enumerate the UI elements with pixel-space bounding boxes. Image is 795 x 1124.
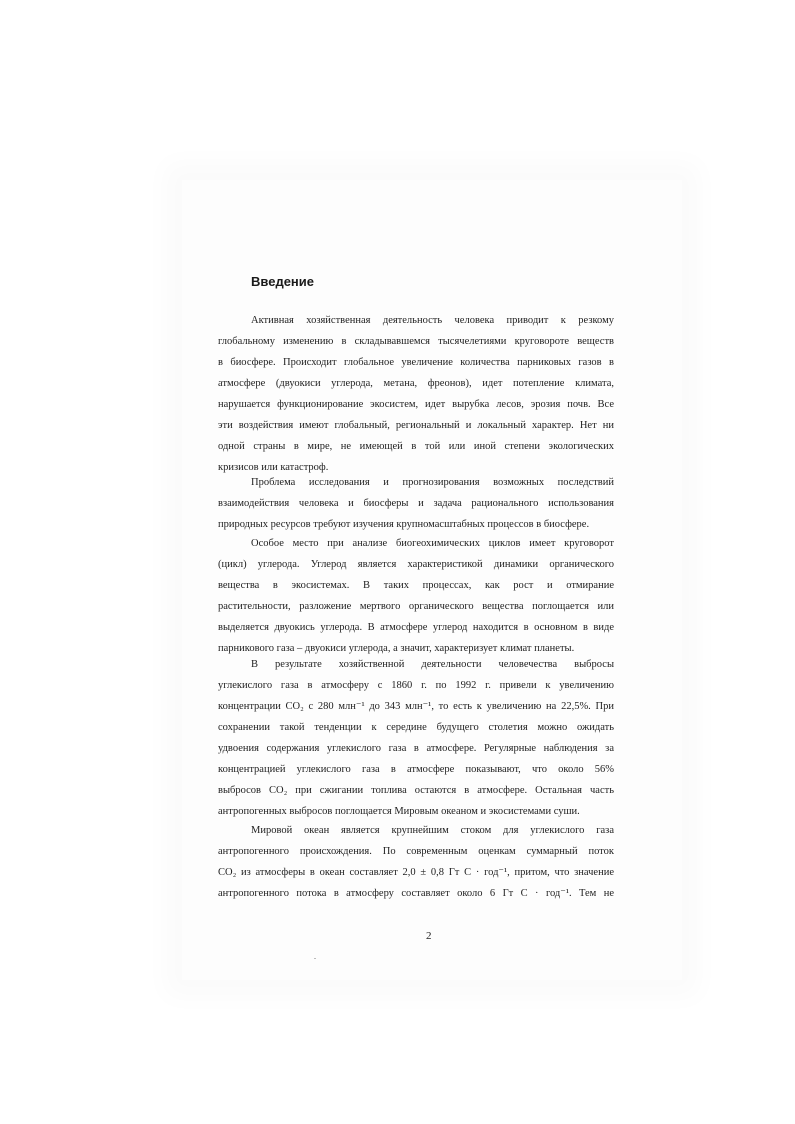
text-line: выбросов CO₂ при сжигании топлива остаются в атмосфере. Остальная часть [218, 785, 614, 796]
text-line: в биосфере. Происходит глобальное увеличение количества парниковых газов в [218, 357, 614, 368]
text-line: антропогенного происхождения. По современным оценкам суммарный поток [218, 846, 614, 857]
paragraph-4 [218, 654, 614, 822]
text-line: эти воздействия имеют глобальный, региональный и локальный характер. Нет ни [218, 420, 614, 431]
text-line: Проблема исследования и прогнозирования возможных последствий [251, 477, 614, 488]
text-line: CO₂ из атмосферы в океан составляет 2,0 ± 0,8 Гт C · год⁻¹, притом, что значение [218, 867, 614, 878]
text-line: Активная хозяйственная деятельность человека приводит к резкому [251, 315, 614, 326]
scan-speck [314, 958, 316, 959]
text-line: удвоения содержания углекислого газа в атмосфере. Регулярные наблюдения за [218, 743, 614, 754]
text-line: природных ресурсов требуют изучения крупномасштабных процессов в биосфере. [218, 519, 590, 530]
text-line: глобальному изменению в складывавшемся тысячелетиями круговороте веществ [218, 336, 614, 347]
text-line: углекислого газа в атмосферу с 1860 г. по 1992 г. привели к увеличению [218, 680, 614, 691]
page-number: 2 [426, 930, 432, 942]
section-heading: Введение [251, 274, 314, 289]
text-line: нарушается функционирование экосистем, идет вырубка лесов, эрозия почв. Все [218, 399, 614, 410]
paragraph-3 [218, 533, 614, 659]
text-line: Особое место при анализе биогеохимических циклов имеет круговорот [251, 538, 614, 549]
text-line: выделяется двуокись углерода. В атмосфере углерод находится в основном в виде [218, 622, 614, 633]
text-line: вещества в экосистемах. В таких процессах, как рост и отмирание [218, 580, 614, 591]
text-line: (цикл) углерода. Углерод является характеристикой динамики органического [218, 559, 614, 570]
text-line: концентрации CO₂ с 280 млн⁻¹ до 343 млн⁻¹, то есть к увеличению на 22,5%. При [218, 701, 614, 712]
paragraph-1 [218, 310, 614, 478]
text-line: атмосфере (двуокиси углерода, метана, фреонов), идет потепление климата, [218, 378, 614, 389]
text-line: растительности, разложение мертвого органического вещества поглощается или [218, 601, 614, 612]
text-line: В результате хозяйственной деятельности человечества выбросы [251, 659, 614, 670]
text-line: кризисов или катастроф. [218, 462, 329, 473]
text-line: антропогенных выбросов поглощается Мировым океаном и экосистемами суши. [218, 806, 580, 817]
text-line: сохранении такой тенденции к середине будущего столетия можно ожидать [218, 722, 614, 733]
text-line: одной страны в мире, не имеющей в той или иной степени экологических [218, 441, 614, 452]
text-line: парникового газа – двуокиси углерода, а значит, характеризует климат планеты. [218, 643, 575, 654]
paragraph-2 [218, 472, 614, 535]
text-line: Мировой океан является крупнейшим стоком для углекислого газа [251, 825, 614, 836]
text-line: антропогенного потока в атмосферу составляет около 6 Гт C · год⁻¹. Тем не [218, 888, 614, 899]
text-line: взаимодействия человека и биосферы и задача рационального использования [218, 498, 614, 509]
text-line: концентрацией углекислого газа в атмосфере показывают, что около 56% [218, 764, 614, 775]
paragraph-5 [218, 820, 614, 904]
